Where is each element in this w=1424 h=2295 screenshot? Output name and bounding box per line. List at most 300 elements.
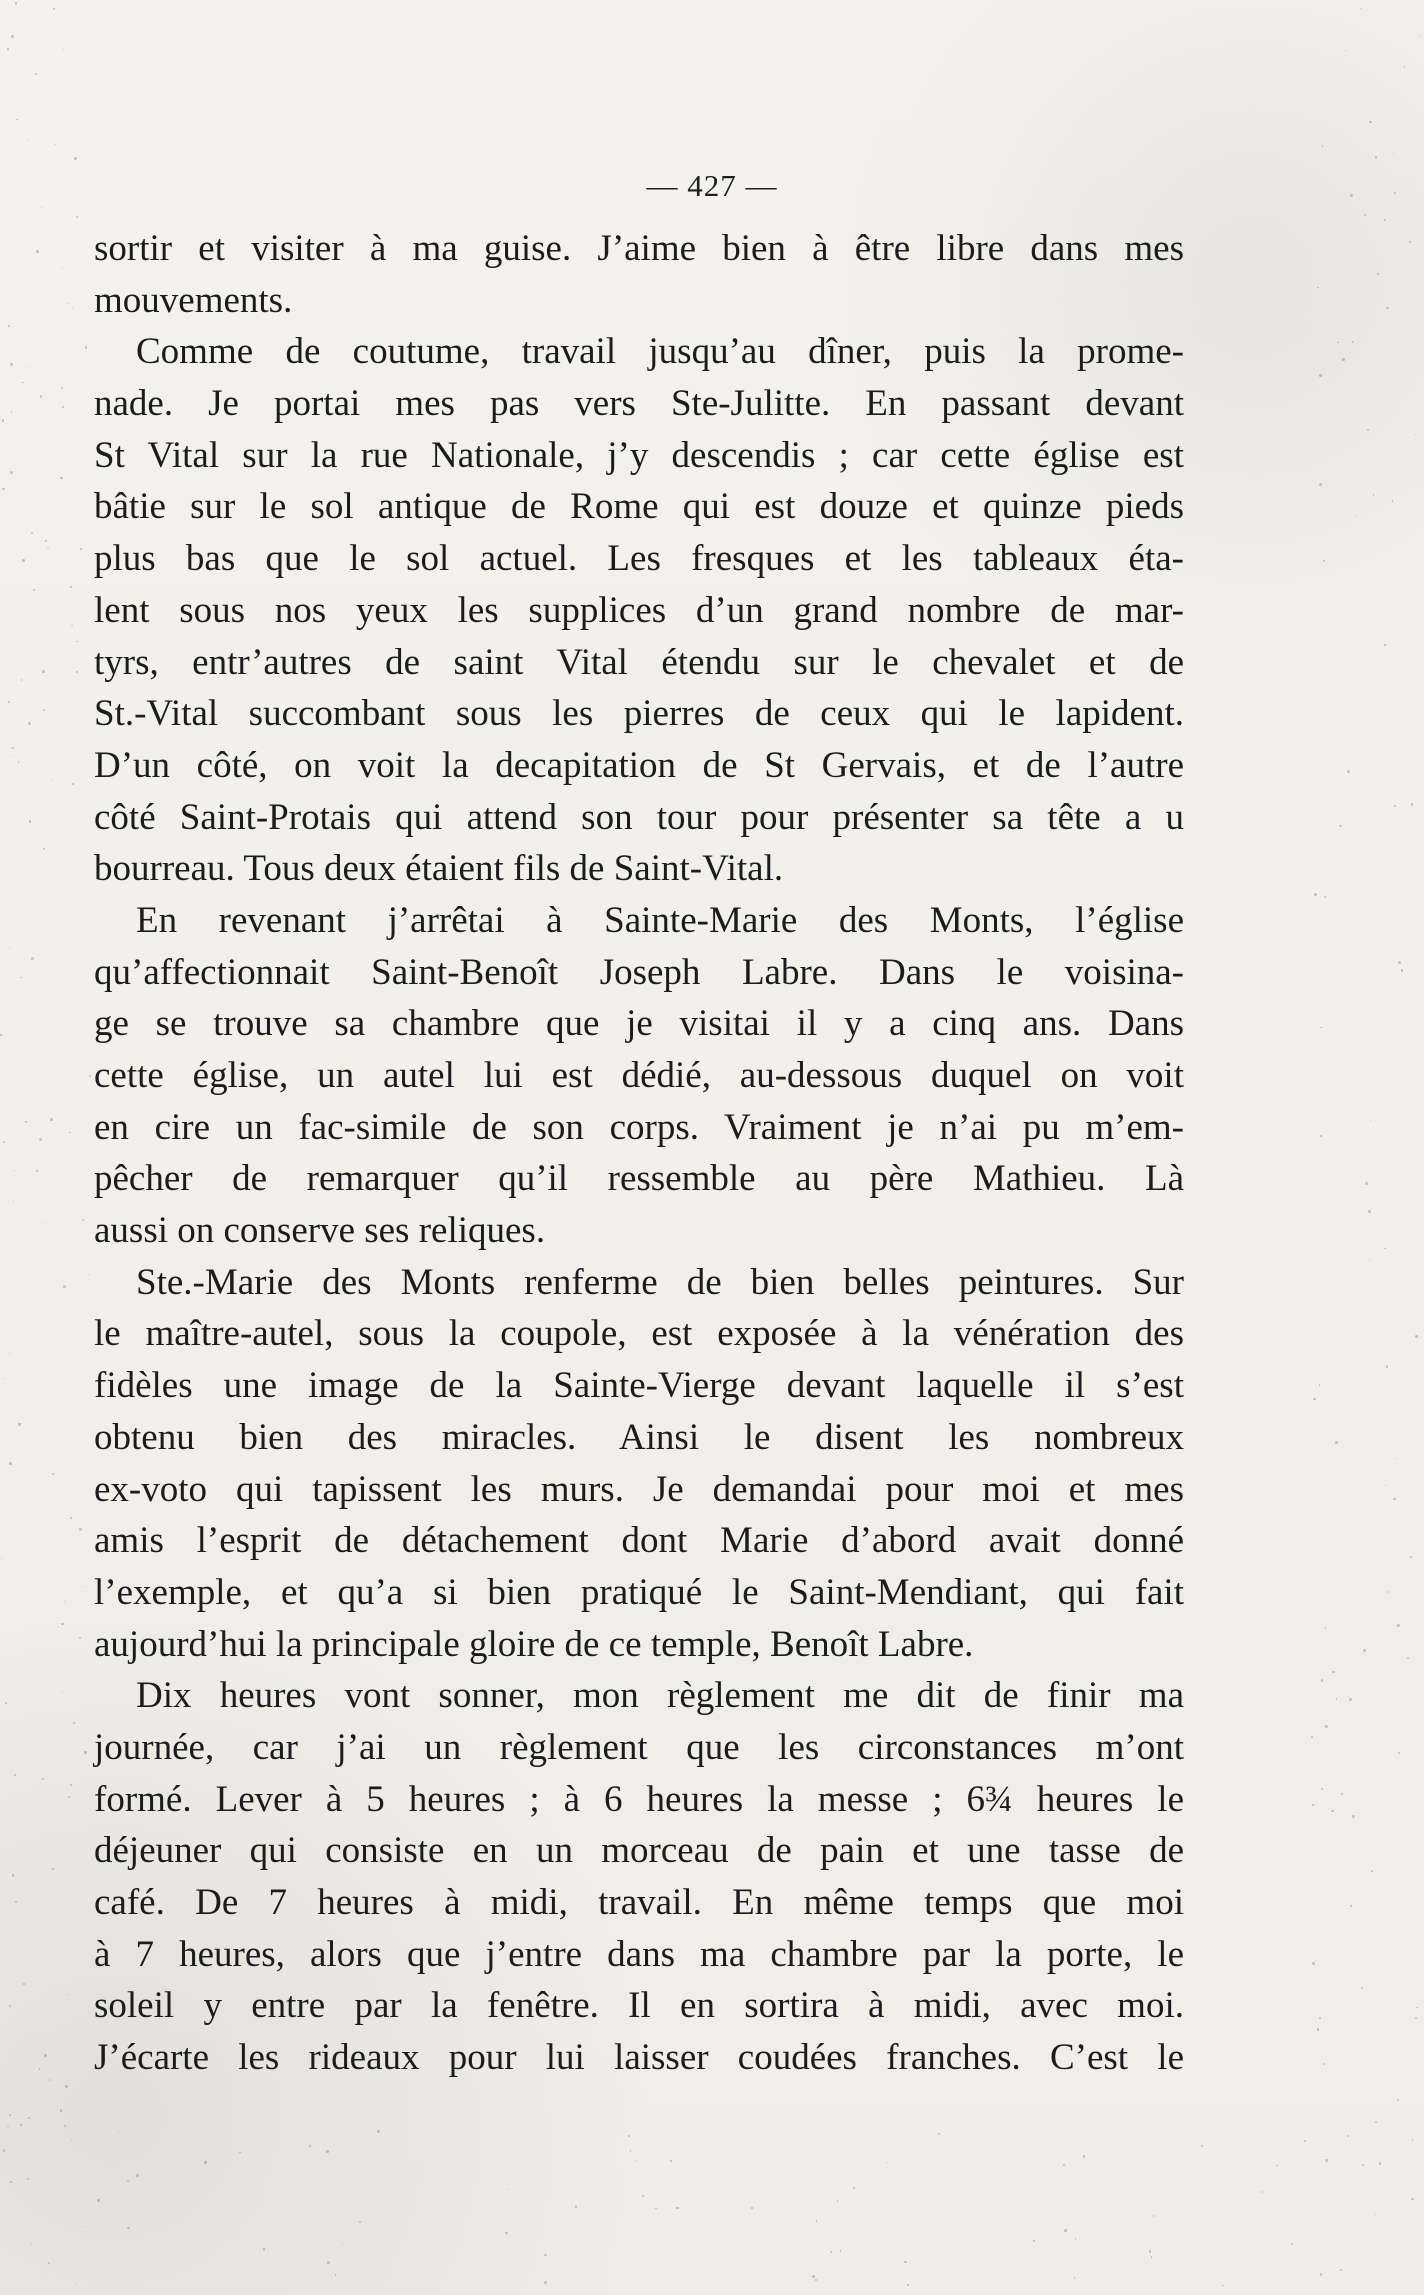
- text-line: côté Saint-Protais qui attend son tour pour présenter sa tête a u: [94, 796, 1184, 838]
- paper-speckle: [1393, 153, 1394, 154]
- paper-speckle: [544, 2281, 547, 2284]
- text-line: café. De 7 heures à midi, travail. En même temps que moi: [94, 1882, 1184, 1923]
- paper-speckle: [830, 2251, 832, 2253]
- paper-speckle: [79, 1528, 82, 1531]
- paper-speckle: [15, 2, 18, 5]
- paper-speckle: [1394, 805, 1396, 807]
- paper-speckle: [11, 35, 14, 38]
- paper-speckle: [2, 419, 4, 421]
- paper-speckle: [72, 308, 73, 309]
- paper-speckle: [1336, 1698, 1337, 1699]
- paper-speckle: [58, 1626, 59, 1627]
- paper-speckle: [61, 387, 63, 389]
- paper-speckle: [1319, 1384, 1321, 1386]
- paper-speckle: [8, 325, 10, 327]
- paper-speckle: [1151, 2256, 1152, 2257]
- paper-speckle: [21, 679, 22, 680]
- paper-speckle: [18, 1423, 20, 1425]
- paper-speckle: [14, 1774, 16, 1776]
- paper-speckle: [1415, 1335, 1418, 1338]
- paper-speckle: [1386, 1365, 1389, 1368]
- paper-speckle: [628, 2135, 630, 2137]
- paper-speckle: [1324, 896, 1326, 898]
- paper-speckle: [29, 820, 31, 822]
- paper-speckle: [1347, 2135, 1349, 2137]
- paper-speckle: [7, 2126, 9, 2128]
- paper-speckle: [42, 1778, 44, 1780]
- paper-speckle: [1319, 483, 1322, 486]
- paper-speckle: [1083, 2155, 1086, 2158]
- paper-speckle: [1323, 560, 1325, 562]
- text-line: sortir et visiter à ma guise. J’aime bien à être libre dans mes: [94, 228, 1184, 269]
- paper-speckle: [84, 1751, 87, 1754]
- paper-speckle: [1153, 2215, 1155, 2217]
- paper-speckle: [63, 1285, 66, 1288]
- paper-speckle: [1, 1558, 3, 1560]
- paper-speckle: [1411, 803, 1413, 805]
- paper-speckle: [1407, 1657, 1409, 1659]
- paper-speckle: [1312, 1804, 1314, 1806]
- paper-speckle: [1322, 145, 1323, 146]
- paper-speckle: [28, 139, 29, 140]
- paper-speckle: [630, 2150, 632, 2152]
- paper-speckle: [1335, 1441, 1337, 1443]
- paper-speckle: [39, 2068, 40, 2069]
- paper-speckle: [1350, 1905, 1352, 1907]
- paper-speckle: [1313, 1398, 1316, 1401]
- paper-speckle: [1352, 1815, 1355, 1818]
- paper-speckle: [204, 2161, 207, 2164]
- paper-speckle: [655, 2208, 657, 2210]
- paper-speckle: [904, 2261, 906, 2263]
- paper-speckle: [1262, 2191, 1264, 2193]
- paper-speckle: [20, 977, 22, 979]
- paper-speckle: [12, 1874, 14, 1876]
- paper-speckle: [41, 207, 42, 208]
- paper-speckle: [342, 2243, 343, 2244]
- paper-speckle: [1317, 287, 1318, 288]
- paper-speckle: [80, 548, 82, 550]
- paper-speckle: [33, 589, 34, 590]
- text-line: ge se trouve sa chambre que je visitai il y a cinq ans. Dans: [94, 1003, 1184, 1045]
- paper-speckle: [1222, 2285, 1224, 2287]
- paper-speckle: [1411, 2198, 1414, 2201]
- paper-speckle: [9, 2005, 11, 2007]
- paper-speckle: [1419, 36, 1420, 37]
- paper-speckle: [10, 471, 13, 474]
- paper-speckle: [1361, 1987, 1363, 1989]
- paper-speckle: [68, 1796, 70, 1798]
- paper-speckle: [88, 1274, 90, 1276]
- paper-speckle: [62, 267, 63, 268]
- paper-speckle: [1393, 1498, 1395, 1500]
- text-line: Ste.-Marie des Monts renferme de bien belles peintures. Sur: [136, 1261, 1184, 1303]
- paper-speckle: [0, 1034, 2, 1036]
- paper-speckle: [76, 216, 78, 218]
- text-line: Comme de coutume, travail jusqu’au dîner, puis la prome-: [136, 331, 1184, 373]
- paper-speckle: [1401, 969, 1404, 972]
- paper-speckle: [28, 2117, 30, 2119]
- paper-speckle: [20, 2124, 22, 2126]
- paper-speckle: [1321, 1679, 1324, 1682]
- text-line: qu’affectionnait Saint-Benoît Joseph Labre. Dans le voisina-: [94, 951, 1184, 993]
- paper-speckle: [89, 1075, 91, 1077]
- paper-speckle: [31, 957, 34, 960]
- text-line: l’exemple, et qu’a si bien pratiqué le Saint-Mendiant, qui fait: [94, 1571, 1184, 1613]
- paper-speckle: [1395, 1458, 1396, 1459]
- paper-speckle: [53, 8, 55, 10]
- paper-speckle: [1291, 2243, 1293, 2245]
- paper-speckle: [1371, 1870, 1373, 1872]
- paper-speckle: [1398, 961, 1401, 964]
- paper-speckle: [35, 73, 37, 75]
- page-number: — 427 —: [646, 168, 778, 203]
- paper-speckle: [31, 2243, 32, 2244]
- text-line: en cire un fac-simile de son corps. Vraiment je n’ai pu m’em-: [94, 1106, 1184, 1148]
- paper-speckle: [505, 2232, 507, 2234]
- paper-speckle: [1033, 2240, 1035, 2242]
- paper-speckle: [40, 395, 42, 397]
- paper-speckle: [29, 366, 31, 368]
- text-line: fidèles une image de la Sainte-Vierge devant laquelle il s’est: [94, 1365, 1184, 1407]
- paper-speckle: [1415, 2017, 1417, 2019]
- paper-speckle: [1201, 2145, 1203, 2147]
- paper-speckle: [326, 2150, 329, 2153]
- paper-speckle: [1325, 2159, 1328, 2162]
- paper-speckle: [64, 2125, 66, 2127]
- paper-speckle: [1342, 358, 1345, 361]
- paper-speckle: [575, 2205, 578, 2208]
- paper-speckle: [1319, 374, 1322, 377]
- paper-speckle: [10, 363, 13, 366]
- paper-speckle: [676, 2207, 678, 2209]
- paper-speckle: [64, 1601, 65, 1602]
- paper-speckle: [1364, 214, 1366, 216]
- paper-speckle: [39, 1138, 42, 1141]
- paper-speckle: [840, 2250, 841, 2251]
- paper-speckle: [31, 532, 33, 534]
- paper-speckle: [938, 2133, 940, 2135]
- paper-speckle: [1410, 1556, 1412, 1558]
- paper-speckle: [52, 1868, 54, 1870]
- text-line: bourreau. Tous deux étaient fils de Saint-Vital.: [94, 848, 784, 890]
- paper-speckle: [10, 2181, 12, 2183]
- paper-speckle: [118, 2132, 119, 2133]
- paper-speckle: [14, 1170, 15, 1171]
- paper-speckle: [1392, 500, 1393, 501]
- text-line: D’un côté, on voit la decapitation de St Gervais, et de l’autre: [94, 744, 1184, 786]
- paper-speckle: [9, 947, 10, 948]
- paper-speckle: [1385, 1485, 1386, 1486]
- paper-speckle: [22, 382, 24, 384]
- paper-speckle: [1397, 1624, 1400, 1627]
- paper-speckle: [1339, 825, 1341, 827]
- paper-speckle: [36, 250, 38, 252]
- paper-speckle: [60, 2109, 63, 2112]
- paper-speckle: [635, 2160, 636, 2161]
- paper-speckle: [239, 2152, 241, 2154]
- paper-speckle: [1370, 1120, 1372, 1122]
- paper-speckle: [853, 2187, 855, 2189]
- paper-speckle: [49, 2079, 51, 2081]
- paper-speckle: [52, 780, 53, 781]
- paper-speckle: [1363, 1649, 1366, 1652]
- paper-speckle: [36, 1170, 38, 1172]
- paper-speckle: [1347, 770, 1350, 773]
- paper-speckle: [3, 2149, 6, 2152]
- paper-speckle: [5, 1702, 7, 1704]
- paper-speckle: [16, 119, 17, 120]
- paper-speckle: [43, 709, 45, 711]
- paper-speckle: [1384, 219, 1386, 221]
- paper-speckle: [136, 2174, 139, 2177]
- paper-speckle: [69, 1132, 71, 1134]
- text-line: aujourd’hui la principale gloire de ce temple, Benoît Labre.: [94, 1623, 974, 1665]
- paragraph: [94, 895, 1184, 1257]
- text-line: pêcher de remarquer qu’il ressemble au père Mathieu. Là: [94, 1158, 1184, 1200]
- paper-speckle: [42, 670, 45, 673]
- paper-speckle: [42, 2273, 43, 2274]
- paper-speckle: [67, 1994, 68, 1995]
- paper-speckle: [70, 1517, 72, 1519]
- paragraph: [94, 223, 1184, 326]
- paper-speckle: [1075, 2238, 1076, 2239]
- paper-speckle: [127, 2227, 129, 2229]
- paper-speckle: [70, 586, 72, 588]
- paper-speckle: [1379, 2162, 1381, 2164]
- paper-speckle: [70, 1784, 72, 1786]
- paper-speckle: [1415, 434, 1416, 435]
- body-text: [94, 223, 1184, 2084]
- text-line: soleil y entre par la fenêtre. Il en sortira à midi, avec moi.: [94, 1985, 1184, 2027]
- paper-speckle: [1416, 2007, 1418, 2009]
- paper-speckle: [1304, 2140, 1306, 2142]
- paper-speckle: [1321, 1788, 1323, 1790]
- text-line: aussi on conserve ses reliques.: [94, 1210, 546, 1252]
- paper-speckle: [263, 2248, 265, 2250]
- text-line: bâtie sur le sol antique de Rome qui est douze et quinze pieds: [94, 486, 1184, 528]
- paper-speckle: [85, 346, 88, 349]
- paper-speckle: [3, 1141, 5, 1143]
- text-line: J’écarte les rideaux pour lui laisser coudées franches. C’est le: [94, 2037, 1184, 2079]
- paper-speckle: [1375, 156, 1377, 158]
- paper-speckle: [544, 2254, 547, 2257]
- paper-speckle: [62, 1692, 63, 1693]
- paper-speckle: [71, 625, 72, 626]
- paper-speckle: [74, 157, 77, 160]
- paper-speckle: [1323, 2063, 1325, 2065]
- paper-speckle: [1325, 1725, 1328, 1728]
- paper-speckle: [9, 2114, 11, 2116]
- paper-speckle: [63, 49, 64, 50]
- paper-speckle: [670, 2160, 671, 2161]
- paper-speckle: [1384, 644, 1386, 646]
- paper-speckle: [13, 1201, 14, 1202]
- paper-speckle: [76, 641, 78, 643]
- paper-speckle: [1409, 241, 1411, 243]
- paper-speckle: [1368, 1210, 1371, 1213]
- paragraph: [94, 1257, 1184, 1671]
- paper-speckle: [60, 477, 63, 480]
- paper-speckle: [1388, 1591, 1389, 1592]
- paper-speckle: [1317, 2028, 1319, 2030]
- text-line: déjeuner qui consiste en un morceau de pain et une tasse de: [94, 1830, 1184, 1872]
- paper-speckle: [23, 1983, 25, 1985]
- paper-speckle: [327, 2261, 329, 2263]
- paper-speckle: [1373, 494, 1374, 495]
- text-line: formé. Lever à 5 heures ; à 6 heures la messe ; 6¾ heures le: [94, 1778, 1184, 1820]
- paper-speckle: [71, 2139, 72, 2140]
- paper-speckle: [1352, 341, 1354, 343]
- paper-speckle: [335, 2274, 336, 2275]
- paper-speckle: [127, 2180, 129, 2182]
- paper-speckle: [2, 488, 4, 490]
- text-line: Dix heures vont sonner, mon règlement me dit de finir ma: [136, 1675, 1184, 1717]
- paper-speckle: [76, 671, 78, 673]
- text-line: St Vital sur la rue Nationale, j’y descendis ; car cette église est: [94, 434, 1184, 476]
- paper-speckle: [1365, 1182, 1368, 1185]
- paper-speckle: [1312, 1962, 1315, 1965]
- paper-speckle: [1074, 2277, 1076, 2279]
- paper-speckle: [816, 2220, 817, 2221]
- paper-speckle: [907, 2284, 909, 2286]
- paper-speckle: [815, 2279, 817, 2281]
- paper-speckle: [751, 2207, 752, 2208]
- paper-speckle: [11, 411, 13, 413]
- paper-speckle: [1276, 2165, 1277, 2166]
- paper-speckle: [52, 1473, 54, 1475]
- paper-speckle: [1320, 1027, 1322, 1029]
- text-line: journée, car j’ai un règlement que les circonstances m’ont: [94, 1726, 1184, 1768]
- paper-speckle: [62, 406, 64, 408]
- paper-speckle: [1332, 1671, 1335, 1674]
- paper-speckle: [82, 1586, 84, 1588]
- paper-speckle: [1325, 1627, 1327, 1629]
- paper-speckle: [1404, 66, 1405, 67]
- paper-speckle: [28, 722, 31, 725]
- paper-speckle: [44, 2054, 47, 2057]
- paper-speckle: [27, 2178, 29, 2180]
- paper-speckle: [85, 2226, 86, 2227]
- paper-speckle: [9, 1462, 12, 1465]
- paper-speckle: [18, 761, 19, 762]
- paper-speckle: [1063, 2164, 1065, 2166]
- paper-speckle: [7, 48, 8, 49]
- paper-speckle: [1345, 50, 1346, 51]
- paper-speckle: [642, 2195, 644, 2197]
- text-line: mouvements.: [94, 279, 293, 321]
- paper-speckle: [1369, 1259, 1370, 1260]
- paper-speckle: [309, 2145, 311, 2147]
- paper-speckle: [1412, 2139, 1413, 2140]
- paper-speckle: [48, 2262, 50, 2264]
- paper-speckle: [508, 2189, 509, 2190]
- text-line: obtenu bien des miracles. Ainsi le disent les nombreux: [94, 1416, 1184, 1458]
- paper-speckle: [1375, 2121, 1377, 2123]
- paper-speckle: [45, 1222, 46, 1223]
- paper-speckle: [1398, 1752, 1400, 1754]
- paper-speckle: [3, 1378, 4, 1379]
- paper-speckle: [55, 144, 56, 145]
- paper-speckle: [73, 1722, 75, 1724]
- paper-speckle: [1360, 8, 1361, 9]
- paper-speckle: [1340, 2269, 1342, 2271]
- text-line: plus bas que le sol actuel. Les fresques et les tableaux éta-: [94, 538, 1184, 580]
- paper-speckle: [50, 1118, 52, 1120]
- paper-speckle: [1350, 194, 1353, 197]
- paper-speckle: [43, 848, 45, 850]
- paper-speckle: [1320, 2273, 1322, 2275]
- paper-speckle: [72, 783, 74, 785]
- paper-speckle: [1341, 1793, 1343, 1795]
- paper-speckle: [9, 1353, 10, 1354]
- paper-speckle: [8, 701, 10, 703]
- paper-speckle: [1337, 342, 1339, 344]
- paper-speckle: [887, 2162, 888, 2163]
- paper-speckle: [1349, 1698, 1352, 1701]
- text-line: le maître-autel, sous la coupole, est exposée à la vénération des: [94, 1313, 1184, 1355]
- paper-speckle: [1394, 192, 1396, 194]
- paper-speckle: [1319, 2017, 1321, 2019]
- paper-speckle: [1377, 273, 1378, 274]
- paper-speckle: [12, 747, 14, 749]
- text-line: En revenant j’arrêtai à Sainte-Marie des Monts, l’église: [136, 899, 1184, 941]
- text-line: à 7 heures, alors que j’entre dans ma chambre par la porte, le: [94, 1933, 1184, 1975]
- paper-speckle: [97, 2199, 100, 2202]
- paper-speckle: [22, 559, 25, 562]
- paper-speckle: [67, 303, 69, 305]
- text-line: lent sous nos yeux les supplices d’un grand nombre de mar-: [94, 589, 1184, 631]
- text-line: tyrs, entr’autres de saint Vital étendu sur le chevalet et de: [94, 641, 1184, 683]
- paper-speckle: [1331, 1810, 1333, 1812]
- paper-speckle: [76, 2283, 77, 2284]
- paper-speckle: [79, 1637, 81, 1639]
- text-line: St.-Vital succombant sous les pierres de ceux qui le lapident.: [94, 693, 1184, 735]
- text-line: cette église, un autel lui est dédié, au-dessous duquel on voit: [94, 1055, 1184, 1096]
- paper-speckle: [1320, 1135, 1322, 1137]
- paper-speckle: [837, 2200, 839, 2202]
- paper-speckle: [1386, 307, 1389, 310]
- paper-speckle: [359, 2221, 361, 2223]
- paper-speckle: [82, 1219, 84, 1221]
- paper-speckle: [1149, 2250, 1152, 2253]
- paper-speckle: [13, 755, 14, 756]
- paper-speckle: [45, 540, 47, 542]
- paper-speckle: [47, 548, 49, 550]
- text-line: ex-voto qui tapissent les murs. Je demandai pour moi et mes: [94, 1468, 1184, 1510]
- paragraph: [94, 326, 1184, 895]
- paper-speckle: [65, 2085, 68, 2088]
- paper-speckle: [812, 2275, 815, 2278]
- paper-speckle: [1367, 429, 1369, 431]
- paper-speckle: [1311, 1736, 1313, 1738]
- paper-speckle: [1362, 2164, 1364, 2166]
- paper-speckle: [1397, 2099, 1399, 2101]
- paper-speckle: [1314, 893, 1317, 896]
- paper-speckle: [61, 1623, 63, 1625]
- paper-speckle: [1356, 516, 1357, 517]
- paragraph: [94, 1670, 1184, 2084]
- paper-speckle: [1369, 121, 1372, 124]
- paper-speckle: [1384, 1248, 1385, 1249]
- text-line: nade. Je portai mes pas vers Ste-Julitte. En passant devant: [94, 383, 1184, 425]
- paper-speckle: [149, 2123, 150, 2124]
- paper-speckle: [15, 1901, 17, 1903]
- text-line: amis l’esprit de détachement dont Marie d’abord avait donné: [94, 1520, 1184, 1562]
- paper-speckle: [1064, 2229, 1067, 2232]
- paper-speckle: [377, 2130, 380, 2133]
- paper-speckle: [1375, 2214, 1376, 2215]
